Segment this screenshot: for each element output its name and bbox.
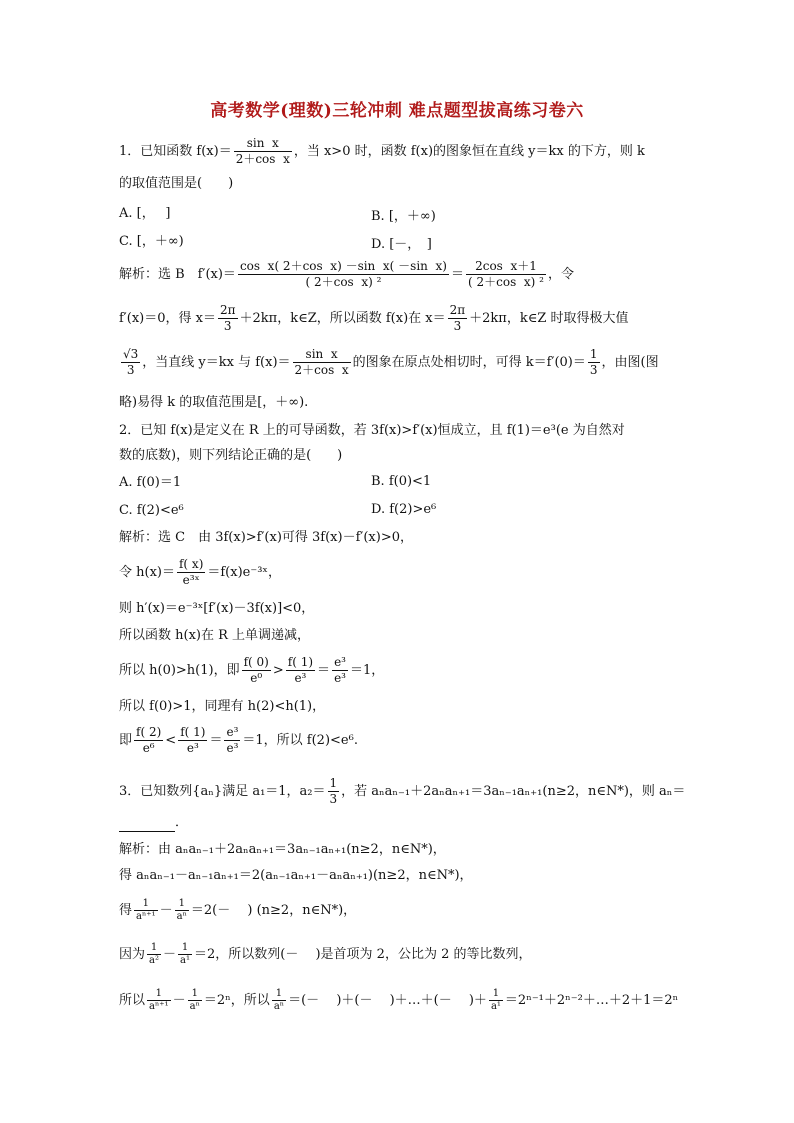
fraction xyxy=(147,942,161,967)
operator: ＝ xyxy=(209,733,223,748)
solution-text: ＝1，所以 f(2)<e⁶. xyxy=(242,733,358,748)
fraction xyxy=(588,347,600,378)
fraction xyxy=(175,898,189,923)
fraction-numerator: 1 xyxy=(272,988,286,1001)
q2-option-a: A. f(0)＝1 xyxy=(119,475,182,490)
fraction-numerator: 1 xyxy=(589,347,598,361)
fraction-numerator: e³ xyxy=(334,655,346,669)
solution-text: 因为 xyxy=(119,947,146,962)
answer-blank[interactable] xyxy=(119,819,175,832)
solution-text: ＝2ⁿ⁻¹＋2ⁿ⁻²＋…＋2＋1＝2ⁿ xyxy=(504,993,679,1008)
q3-solution-line5 xyxy=(119,988,678,1013)
solution-text: 的图象在原点处相切时，可得 k＝f′(0)＝ xyxy=(352,355,586,370)
fraction xyxy=(332,655,348,686)
fraction-denominator: 3 xyxy=(453,319,462,333)
q1-stem-text: ，当 x>0 时，函数 f(x)的图象恒在直线 y＝kx 的下方，则 k xyxy=(293,144,645,159)
q1-option-d: D. [－， ] xyxy=(371,237,432,252)
function-fraction xyxy=(293,347,351,378)
fraction-numerator: 1 xyxy=(329,776,338,790)
maximum-value-fraction xyxy=(121,347,140,378)
operator: < xyxy=(165,733,177,748)
fraction-numerator: 1 xyxy=(134,898,158,911)
fraction-denominator: a¹ xyxy=(180,955,190,966)
operator: ＝ xyxy=(317,663,331,678)
fraction-denominator: 3 xyxy=(126,363,135,377)
solution-text: ＋2kπ，k∈Z 时取得极大值 xyxy=(469,311,629,326)
q1-stem-line1 xyxy=(119,136,645,167)
solution-text: ，令 xyxy=(547,267,574,282)
fraction-numerator: 1 xyxy=(178,942,192,955)
fraction-numerator: √3 xyxy=(123,347,139,361)
q2-stem-line2: 数的底数)，则下列结论正确的是( ) xyxy=(119,448,343,463)
fraction xyxy=(448,303,468,334)
document-title: 高考数学(理数)三轮冲刺 难点题型拔高练习卷六 xyxy=(210,101,584,121)
fraction-numerator: cos x( 2＋cos x) －sin x( －sin x) xyxy=(239,259,447,273)
q3-stem-line1 xyxy=(119,776,685,807)
period: ． xyxy=(175,815,189,830)
q2-solution-line6: 所以 f(0)>1，同理有 h(2)<h(1)， xyxy=(119,699,326,714)
fraction-numerator: 2cos x＋1 xyxy=(466,259,546,275)
fraction xyxy=(177,557,205,588)
solution-text: ，当直线 y＝kx 与 f(x)＝ xyxy=(142,355,291,370)
fraction-numerator: 1 xyxy=(188,988,202,1001)
operator: > xyxy=(272,663,284,678)
fraction-numerator: 2π xyxy=(219,303,236,317)
fraction-denominator: ( 2＋cos x) ² xyxy=(305,275,382,289)
fraction-denominator: e⁰ xyxy=(250,671,263,685)
operator: － xyxy=(163,947,177,962)
fraction xyxy=(178,942,192,967)
fraction-denominator: a² xyxy=(149,955,159,966)
q2-option-b: B. f(0)<1 xyxy=(371,474,432,489)
q2-solution-line5 xyxy=(119,655,384,686)
solution-text: ，由图(图 xyxy=(601,355,659,370)
fraction-numerator: sin x xyxy=(234,136,292,152)
fraction-numerator: 2π xyxy=(449,303,466,317)
q3-solution-line4 xyxy=(119,942,532,967)
q1-option-c: C. [，＋∞) xyxy=(119,234,184,249)
q1-solution-line4: 略)易得 k 的取值范围是[，＋∞). xyxy=(119,395,309,410)
fraction-numerator: f( 0) xyxy=(243,655,269,669)
q1-solution-line2 xyxy=(119,303,629,334)
fraction-denominator: e³ˣ xyxy=(182,573,200,587)
derivative-simplified-fraction xyxy=(466,259,546,290)
fraction xyxy=(147,988,171,1013)
solution-text: ＝(－ )＋(－ )＋…＋(－ )＋ xyxy=(288,993,487,1008)
fraction-denominator: 2＋cos x xyxy=(294,363,349,377)
fraction xyxy=(489,988,503,1013)
fraction-denominator: e⁶ xyxy=(142,741,155,755)
q3-solution-line1: 解析：由 aₙaₙ₋₁＋2aₙaₙ₊₁＝3aₙ₋₁aₙ₊₁(n≥2，n∈N*)， xyxy=(119,842,446,857)
solution-text: 3．已知数列{aₙ}满足 a₁＝1，a₂＝ xyxy=(119,784,326,799)
fraction-numerator: 1 xyxy=(147,942,161,955)
fraction-numerator: 1 xyxy=(175,898,189,911)
solution-text: ＝2(－ ) (n≥2，n∈N*)， xyxy=(190,903,357,918)
fraction-numerator: f( 2) xyxy=(136,725,162,739)
q1-solution-line3 xyxy=(119,347,659,378)
q2-option-c: C. f(2)<e⁶ xyxy=(119,503,184,518)
q1-stem-line2: 的取值范围是( ) xyxy=(119,176,234,191)
fraction xyxy=(134,725,163,756)
fraction xyxy=(224,725,240,756)
fraction-denominator: 2＋cos x xyxy=(235,152,290,166)
q2-solution-line3: 则 h′(x)＝e⁻³ˣ[f′(x)－3f(x)]<0， xyxy=(119,601,315,616)
fraction-denominator: aⁿ⁺¹ xyxy=(149,1001,169,1012)
fraction-denominator: e³ xyxy=(334,671,346,685)
fraction-numerator: 1 xyxy=(147,988,171,1001)
q2-stem-line1: 2．已知 f(x)是定义在 R 上的可导函数，若 3f(x)>f′(x)恒成立，且 f(1)＝e³(e 为自然对 xyxy=(119,423,625,438)
fraction-denominator: 3 xyxy=(589,363,598,377)
fraction-denominator: aⁿ⁺¹ xyxy=(136,911,156,922)
fraction-denominator: e³ xyxy=(294,671,307,685)
q3-solution-line2: 得 aₙaₙ₋₁－aₙ₋₁aₙ₊₁＝2(aₙ₋₁aₙ₊₁－aₙaₙ₊₁)(n≥2，n∈N*)， xyxy=(119,868,473,883)
solution-text: f′(x)＝0，得 x＝ xyxy=(119,311,216,326)
fraction-numerator: e³ xyxy=(226,725,239,739)
fraction-denominator: aⁿ xyxy=(176,911,187,922)
fraction xyxy=(272,988,286,1013)
fraction xyxy=(242,655,271,686)
solution-text: ＝1， xyxy=(349,663,385,678)
solution-text: 解析：选 B f′(x)＝ xyxy=(119,267,236,282)
solution-text: ＝2ⁿ，所以 xyxy=(203,993,270,1008)
fraction xyxy=(286,655,315,686)
solution-text: ＝f(x)e⁻³ˣ， xyxy=(207,565,281,580)
solution-text: 所以 h(0)>h(1)，即 xyxy=(119,663,240,678)
operator: － xyxy=(159,903,173,918)
fraction-numerator: f( x) xyxy=(178,557,204,571)
fraction-denominator: e³ xyxy=(186,741,199,755)
fraction xyxy=(188,988,202,1013)
q1-option-b: B. [，＋∞) xyxy=(371,209,436,224)
fraction-denominator: aⁿ xyxy=(273,1001,285,1012)
fraction xyxy=(218,303,238,334)
q2-solution-line4: 所以函数 h(x)在 R 上单调递减， xyxy=(119,628,311,643)
fraction-numerator: 1 xyxy=(489,988,503,1001)
q1-function-fraction xyxy=(234,136,292,167)
fraction-denominator: 3 xyxy=(329,792,338,806)
solution-text: 所以 xyxy=(119,993,146,1008)
q2-solution-line1: 解析：选 C 由 3f(x)>f′(x)可得 3f(x)－f′(x)>0， xyxy=(119,530,413,545)
fraction-denominator: aⁿ xyxy=(189,1001,200,1012)
fraction xyxy=(134,898,158,923)
q3-answer-line xyxy=(119,814,188,832)
fraction-denominator: ( 2＋cos x) ² xyxy=(468,275,544,289)
fraction-denominator: e³ xyxy=(226,741,239,755)
q1-stem-text: 1．已知函数 f(x)＝ xyxy=(119,144,232,159)
fraction xyxy=(178,725,207,756)
solution-text: ＋2kπ，k∈Z，所以函数 f(x)在 x＝ xyxy=(239,311,446,326)
q1-solution-line1 xyxy=(119,259,574,290)
fraction-numerator: sin x xyxy=(293,347,351,363)
solution-text: 即 xyxy=(119,733,133,748)
fraction-numerator: f( 1) xyxy=(180,725,206,739)
derivative-fraction xyxy=(238,259,449,290)
solution-text: 得 xyxy=(119,903,133,918)
q2-solution-line7 xyxy=(119,725,358,756)
fraction-numerator: f( 1) xyxy=(287,655,314,669)
fraction xyxy=(328,776,340,807)
fraction-denominator: 3 xyxy=(223,319,232,333)
solution-text: 令 h(x)＝ xyxy=(119,565,175,580)
q3-solution-line3 xyxy=(119,898,356,923)
q3-stem-text: ，若 aₙaₙ₋₁＋2aₙaₙ₊₁＝3aₙ₋₁aₙ₊₁(n≥2，n∈N*)，则 aₙ＝ xyxy=(341,784,686,799)
operator: － xyxy=(172,993,186,1008)
fraction-denominator: a¹ xyxy=(490,1001,501,1012)
q2-option-d: D. f(2)>e⁶ xyxy=(371,502,437,517)
q2-solution-line2 xyxy=(119,557,281,588)
equals-sign: ＝ xyxy=(451,267,465,282)
q1-option-a: A. [， ] xyxy=(119,206,171,221)
solution-text: ＝2，所以数列(－ )是首项为 2，公比为 2 的等比数列， xyxy=(194,947,532,962)
